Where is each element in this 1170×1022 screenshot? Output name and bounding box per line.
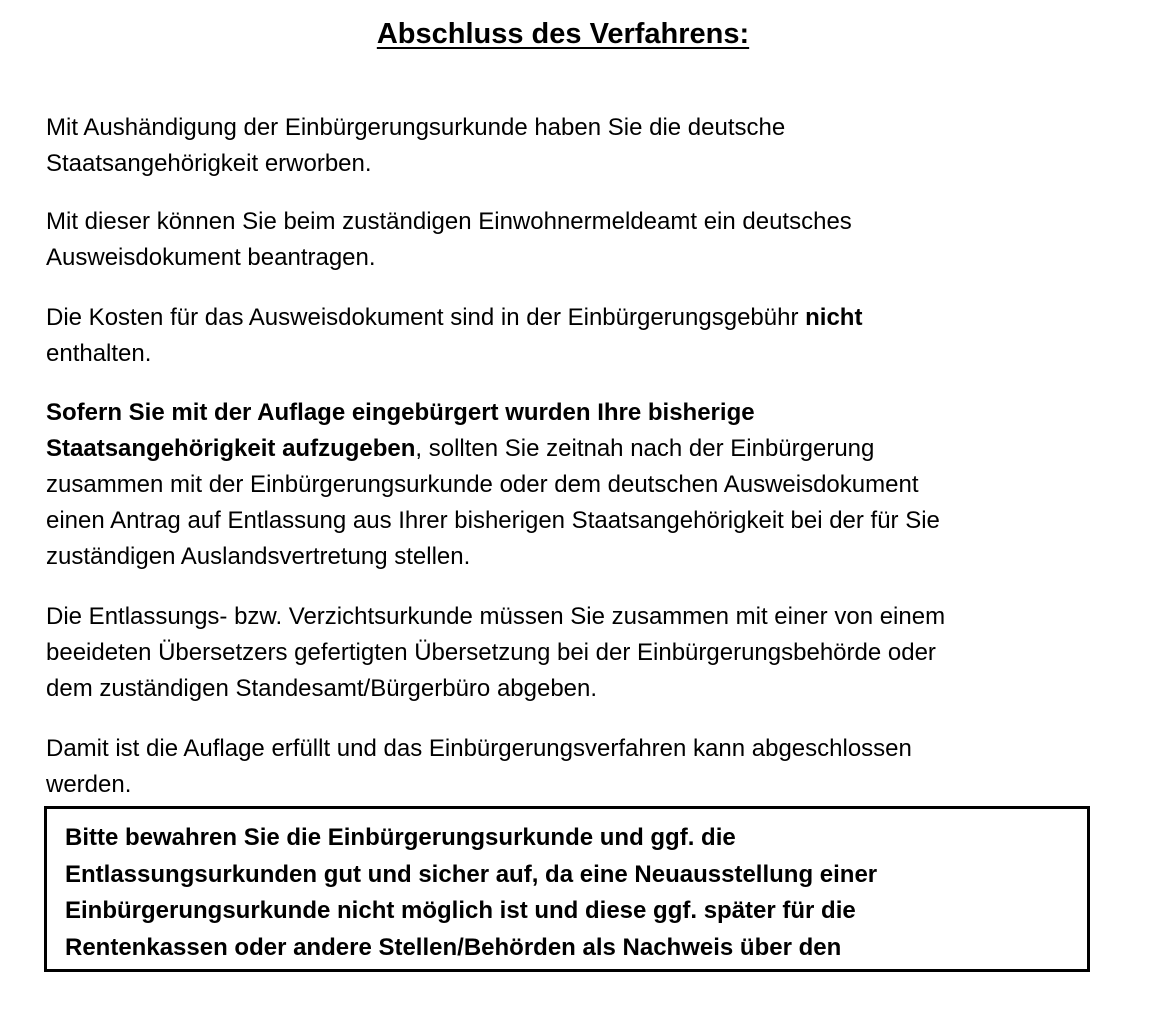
- paragraph-line: Damit ist die Auflage erfüllt und das Einbürgerungsverfahren kann abgeschlossen: [46, 735, 912, 762]
- emphasis-nicht: nicht: [805, 304, 863, 331]
- paragraph-renunciation-condition: [46, 395, 1126, 575]
- paragraph-line: Ausweisdokument beantragen.: [46, 244, 376, 271]
- paragraph-line: , sollten Sie zeitnah nach der Einbürgerung: [415, 435, 875, 462]
- paragraph-line: einen Antrag auf Entlassung aus Ihrer bisherigen Staatsangehörigkeit bei der für Sie: [46, 507, 940, 534]
- paragraph-line: Mit dieser können Sie beim zuständigen Einwohnermeldeamt ein deutsches: [46, 208, 852, 235]
- paragraph-line: Die Entlassungs- bzw. Verzichtsurkunde müssen Sie zusammen mit einer von einem: [46, 603, 946, 630]
- paragraph-completion: [46, 731, 1126, 803]
- paragraph-line: werden.: [46, 771, 132, 798]
- paragraph-release-certificate: [46, 599, 1126, 707]
- paragraph-line: Mit Aushändigung der Einbürgerungsurkunde haben Sie die deutsche: [46, 114, 786, 141]
- notice-box: [44, 806, 1090, 972]
- notice-line: Einbürgerungsurkunde nicht möglich ist und diese ggf. später für die: [65, 897, 856, 924]
- paragraph-certificate-received: [46, 110, 1126, 182]
- paragraph-line: Die Kosten für das Ausweisdokument sind in der Einbürgerungsgebühr: [46, 304, 799, 331]
- paragraph-line: zuständigen Auslandsvertretung stellen.: [46, 543, 471, 570]
- paragraph-id-document: [46, 204, 1126, 276]
- paragraph-costs: [46, 300, 1126, 372]
- notice-line: Bitte bewahren Sie die Einbürgerungsurkunde und ggf. die: [65, 824, 736, 851]
- page-title: Abschluss des Verfahrens:: [376, 18, 750, 50]
- paragraph-line: beeideten Übersetzers gefertigten Übersetzung bei der Einbürgerungsbehörde oder: [46, 639, 936, 666]
- paragraph-line: enthalten.: [46, 340, 152, 367]
- notice-line: Rentenkassen oder andere Stellen/Behörden als Nachweis über den: [65, 933, 842, 961]
- notice-text: [65, 820, 1065, 966]
- emphasis-condition-cont: Staatsangehörigkeit aufzugeben: [46, 435, 416, 462]
- paragraph-line: dem zuständigen Standesamt/Bürgerbüro abgeben.: [46, 675, 598, 702]
- paragraph-line: Staatsangehörigkeit erworben.: [46, 150, 372, 177]
- notice-line: Entlassungsurkunden gut und sicher auf, da eine Neuausstellung einer: [65, 860, 878, 888]
- emphasis-condition: Sofern Sie mit der Auflage eingebürgert wurden Ihre bisherige: [46, 399, 755, 426]
- paragraph-line: zusammen mit der Einbürgerungsurkunde oder dem deutschen Ausweisdokument: [46, 471, 919, 498]
